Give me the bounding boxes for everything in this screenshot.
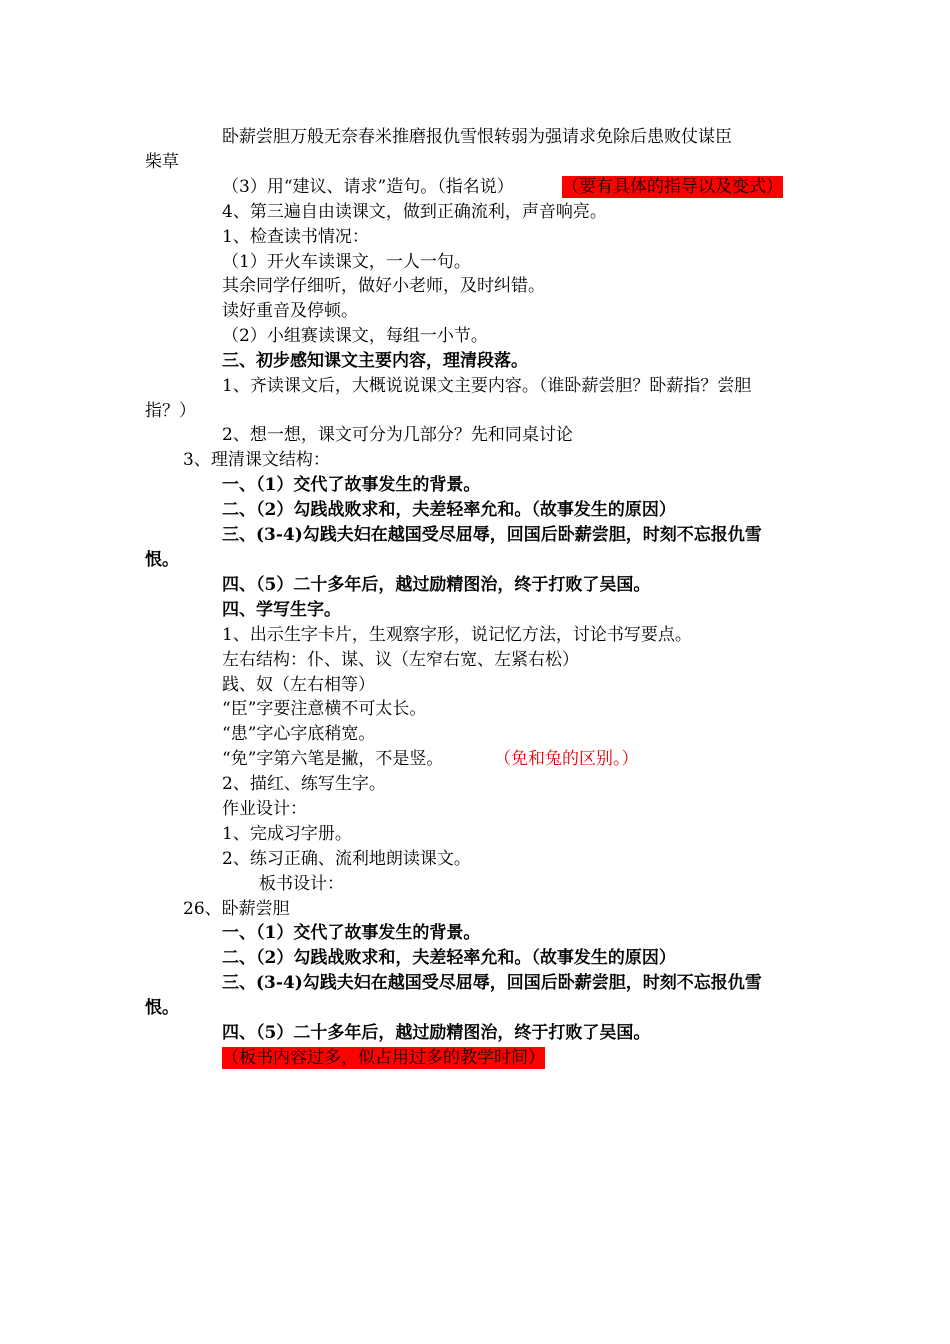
structure-item: 四、（5）二十多年后，越过励精图治，终于打败了吴国。 <box>222 575 651 595</box>
review-comment-highlight: （要有具体的指导以及变式） <box>562 177 783 197</box>
text-line: 1、出示生字卡片，生观察字形，说记忆方法，讨论书写要点。 <box>222 625 692 645</box>
text-line: “免”字第六笔是撇，不是竖。 <box>222 749 444 769</box>
text-line: 作业设计： <box>222 799 307 819</box>
structure-item: 三、(3-4)勾践夫妇在越国受尽屈辱，回国后卧薪尝胆，时刻不忘报仇雪 <box>222 525 762 545</box>
board-item-cont: 恨。 <box>145 998 179 1018</box>
text-line: “臣”字要注意横不可太长。 <box>222 699 427 719</box>
text-line: 1、完成习字册。 <box>222 824 352 844</box>
board-item: 三、(3-4)勾践夫妇在越国受尽屈辱，回国后卧薪尝胆，时刻不忘报仇雪 <box>222 973 762 993</box>
review-comment-red: （免和兔的区别。） <box>494 749 639 769</box>
board-item: 二、（2）勾践战败求和，夫差轻率允和。（故事发生的原因） <box>222 948 676 968</box>
text-line: 2、练习正确、流利地朗读课文。 <box>222 849 471 869</box>
text-line: 2、想一想，课文可分为几部分？先和同桌讨论 <box>222 425 573 445</box>
text-line: 1、齐读课文后，大概说说课文主要内容。（谁卧薪尝胆？卧薪指？尝胆 <box>222 376 752 396</box>
text-line: （2）小组赛读课文，每组一小节。 <box>222 326 488 346</box>
text-line: 1、检查读书情况： <box>222 227 369 247</box>
text-line: “患”字心字底稍宽。 <box>222 724 376 744</box>
text-line: 读好重音及停顿。 <box>222 301 358 321</box>
vocab-line-cont: 柴草 <box>145 152 179 172</box>
structure-item: 二、（2）勾践战败求和，夫差轻率允和。（故事发生的原因） <box>222 500 676 520</box>
text-line: 左右结构：仆、谋、议（左窄右宽、左紧右松） <box>222 650 579 670</box>
text-line: 践、奴（左右相等） <box>222 675 375 695</box>
text-line: （1）开火车读课文，一人一句。 <box>222 252 471 272</box>
text-line: 2、描红、练写生字。 <box>222 774 386 794</box>
text-line: 其余同学仔细听，做好小老师，及时纠错。 <box>222 276 545 296</box>
text-line: 4、第三遍自由读课文，做到正确流利，声音响亮。 <box>222 202 607 222</box>
section-heading: 四、学写生字。 <box>222 600 341 620</box>
structure-item: 一、（1）交代了故事发生的背景。 <box>222 475 481 495</box>
section-heading: 三、初步感知课文主要内容，理清段落。 <box>222 351 528 371</box>
text-line: 3、理清课文结构： <box>183 450 330 470</box>
board-title: 26、卧薪尝胆 <box>183 899 290 919</box>
vocab-line: 卧薪尝胆万般无奈春米推磨报仇雪恨转弱为强请求免除后患败仗谋臣 <box>222 127 732 147</box>
text-line-cont: 指？） <box>145 401 196 421</box>
structure-item-cont: 恨。 <box>145 550 179 570</box>
sentence-task: （3）用“建议、请求”造句。（指名说） <box>222 177 514 197</box>
review-comment-highlight: （板书内容过多，似占用过多的教学时间） <box>222 1048 545 1068</box>
board-item: 一、（1）交代了故事发生的背景。 <box>222 923 481 943</box>
board-item: 四、（5）二十多年后，越过励精图治，终于打败了吴国。 <box>222 1023 651 1043</box>
board-design-heading: 板书设计： <box>259 874 344 894</box>
